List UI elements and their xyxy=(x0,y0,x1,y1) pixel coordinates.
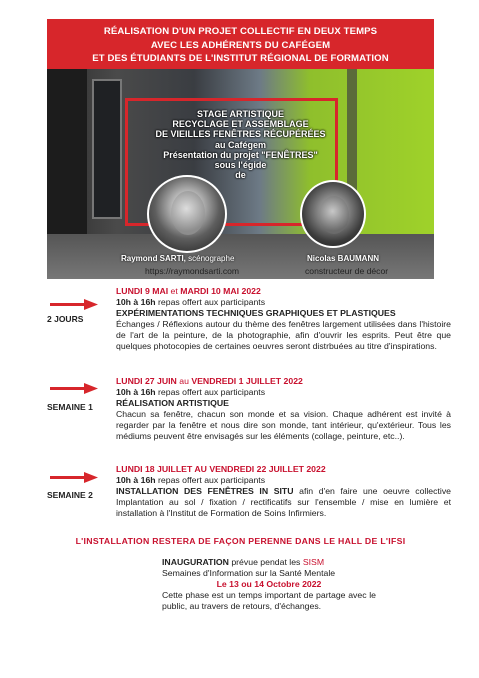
section-label: SEMAINE 1 xyxy=(47,402,93,412)
date-a: LUNDI 9 MAI xyxy=(116,286,169,296)
inauguration-text: prévue pendat les xyxy=(228,557,303,567)
face-shape xyxy=(171,191,205,235)
stage-line: sous l'égide xyxy=(214,160,267,171)
section-body xyxy=(116,486,451,519)
section-label: 2 JOURS xyxy=(47,314,84,324)
date-a: LUNDI 27 JUIN xyxy=(116,376,177,386)
section-heading: INSTALLATION DES FENÊTRES IN SITU xyxy=(116,485,294,496)
stage-line: STAGE ARTISTIQUE xyxy=(196,109,284,119)
section-body: Échanges / Réflexions autour du thème des fenêtres largement utilisées dans l'histoire de l'art de la peinture, de la photographie, afin d'ouvrir les esprits. Peut être que quelques photocopies de certaines oeuvres seront distrbuées au titre d'inspirations. xyxy=(116,318,451,351)
portrait-nicolas-baumann xyxy=(300,180,366,248)
stage-line: au Cafégem xyxy=(214,139,267,150)
section-body: Chacun sa fenêtre, chacun son monde et sa vision. Chaque adhérent est invité à regarder par la fenêtre et nous dire son monde, tant intérieur, qu'extérieur. Tous les médiums peuvent être envisagés sur les éléments (collage, peinture, etc..). xyxy=(116,408,451,441)
time: 10h à 16h xyxy=(116,386,156,397)
date-b: VENDREDI 1 JUILLET 2022 xyxy=(191,376,303,386)
section-time xyxy=(116,475,451,486)
raymond-role: scénographe xyxy=(185,254,235,263)
section-week-1 xyxy=(116,376,451,441)
date-a: LUNDI 18 JUILLET AU VENDREDI 22 JUILLET 2022 xyxy=(116,464,326,474)
stage-line: DE VIEILLES FENÊTRES RÉCUPÉRÉES xyxy=(155,129,326,140)
inauguration-block xyxy=(162,557,376,612)
date-b: MARDI 10 MAI 2022 xyxy=(180,286,261,296)
caption-nicolas: Nicolas BAUMANN xyxy=(307,254,380,263)
section-body-text: afin d'en faire une oeuvre collective Implantation au sol / fixation / rectificatifs sur l'ensemble / mise en lumière et installation à l'Institut de Formation de Soins Infirmiers. xyxy=(116,485,451,518)
nicolas-role: constructeur de décor xyxy=(305,266,389,276)
inauguration-body: Cette phase est un temps important de partage avec le public, au travers de retours, d'échanges. xyxy=(162,589,376,611)
stage-title-block xyxy=(47,109,434,180)
sism-acronym: SISM xyxy=(302,557,325,567)
section-heading: RÉALISATION ARTISTIQUE xyxy=(116,397,229,408)
meal: repas offert aux participants xyxy=(155,386,266,397)
section-dates xyxy=(116,376,451,387)
section-dates xyxy=(116,464,451,475)
banner-line-3: ET DES ÉTUDIANTS DE L'INSTITUT RÉGIONAL DE FORMATION xyxy=(92,53,389,64)
banner-line-1: RÉALISATION D'UN PROJET COLLECTIF EN DEUX TEMPS xyxy=(103,26,378,37)
inauguration-title: INAUGURATION xyxy=(162,557,229,567)
section-two-days xyxy=(116,286,451,351)
stage-line: Présentation du projet "FENÊTRES" xyxy=(163,149,318,160)
meal: repas offert aux participants xyxy=(155,296,266,307)
date-sep: et xyxy=(168,286,181,296)
red-arrow-icon xyxy=(50,472,98,483)
red-arrow-icon xyxy=(50,299,98,310)
section-time xyxy=(116,297,451,308)
red-arrow-icon xyxy=(50,383,98,394)
time: 10h à 16h xyxy=(116,474,156,485)
section-dates xyxy=(116,286,451,297)
section-label: SEMAINE 2 xyxy=(47,490,93,500)
banner-line-2: AVEC LES ADHÉRENTS DU CAFÉGEM xyxy=(150,39,331,51)
raymond-website-link[interactable]: https://raymondsarti.com xyxy=(145,266,240,276)
stage-line: RECYCLAGE ET ASSEMBLAGE xyxy=(172,119,309,130)
date-sep: au xyxy=(176,376,192,386)
time: 10h à 16h xyxy=(116,296,156,307)
inauguration-line xyxy=(162,557,376,568)
portrait-raymond-sarti xyxy=(147,175,227,253)
sism-expansion: Semaines d'Information sur la Santé Mentale xyxy=(162,567,336,578)
caption-raymond xyxy=(121,254,234,263)
header-banner xyxy=(47,19,434,69)
stage-line: de xyxy=(235,170,246,181)
section-time xyxy=(116,387,451,398)
section-week-2 xyxy=(116,464,451,519)
meal: repas offert aux participants xyxy=(155,474,266,485)
permanent-installation-statement: L'INSTALLATION RESTERA DE FAÇON PERENNE DANS LE HALL DE L'IFSI xyxy=(75,536,406,546)
section-heading: EXPÉRIMENTATIONS TECHNIQUES GRAPHIQUES ET PLASTIQUES xyxy=(116,307,396,318)
inauguration-dates: Le 13 ou 14 Octobre 2022 xyxy=(216,578,322,589)
raymond-name: Raymond SARTI, xyxy=(121,254,186,263)
face-shape xyxy=(319,196,349,234)
